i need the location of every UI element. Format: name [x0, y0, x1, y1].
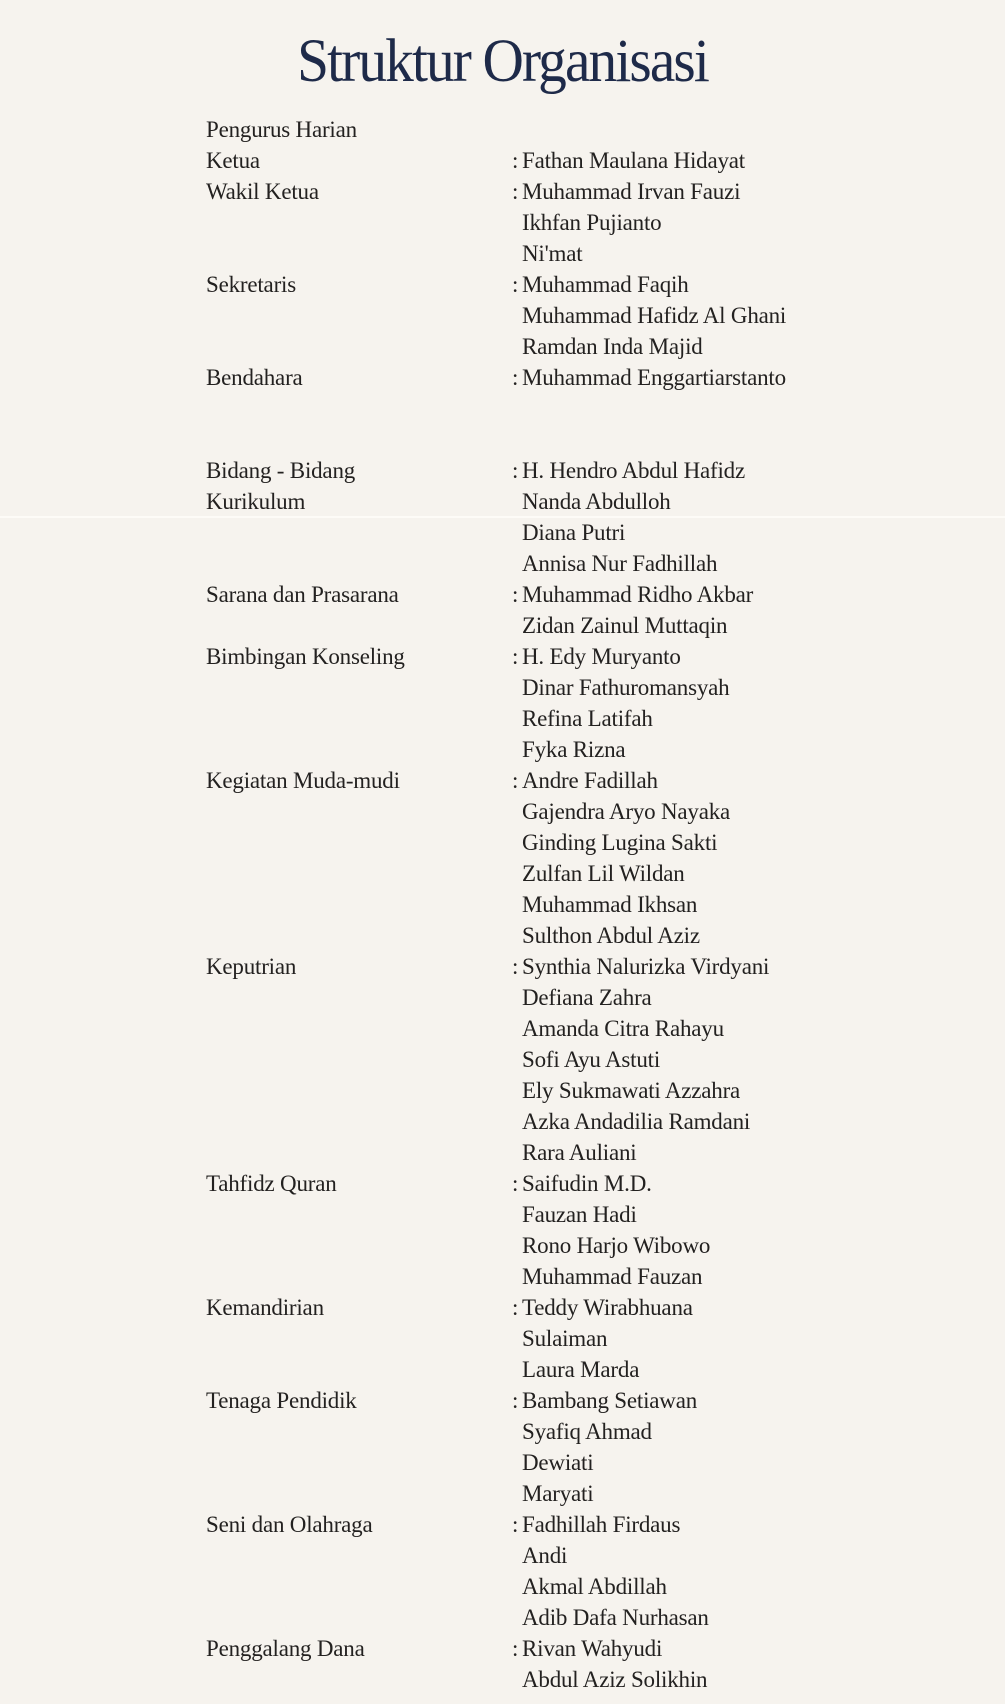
person-name: Ikhfan Pujianto [522, 210, 662, 235]
org-entry [0, 1292, 1005, 1385]
entry-label-column [206, 641, 512, 672]
entry-label: Bimbingan Konseling [206, 644, 405, 669]
colon-separator: : [512, 644, 519, 669]
entry-name [512, 1137, 1005, 1168]
org-structure-list [0, 114, 1005, 1695]
entry-name [512, 1199, 1005, 1230]
org-entry [0, 1385, 1005, 1509]
colon-separator: : [512, 179, 519, 204]
person-name: H. Edy Muryanto [522, 644, 681, 669]
org-entry [0, 1633, 1005, 1695]
entry-name [512, 1540, 1005, 1571]
entry-name-column [512, 1385, 1005, 1509]
person-name: Sulaiman [522, 1326, 608, 1351]
entry-name [512, 300, 1005, 331]
entry-name [512, 641, 1005, 672]
person-name: Muhammad Fauzan [522, 1264, 703, 1289]
entry-label: Ketua [206, 148, 260, 173]
page-title: Struktur Organisasi [297, 27, 708, 95]
entry-name-column [512, 1633, 1005, 1695]
person-name: Refina Latifah [522, 706, 653, 731]
org-group [0, 114, 1005, 393]
colon-separator: : [512, 768, 519, 793]
group-heading: Pengurus Harian [206, 117, 357, 142]
person-name: Muhammad Faqih [522, 272, 689, 297]
entry-label-column [206, 579, 512, 610]
person-name: Muhammad Ikhsan [522, 892, 698, 917]
person-name: Zulfan Lil Wildan [522, 861, 685, 886]
colon-separator: : [512, 582, 519, 607]
entry-label: Bidang - Bidang [206, 458, 356, 483]
entry-name [512, 455, 1005, 486]
person-name: Muhammad Irvan Fauzi [522, 179, 741, 204]
entry-name [512, 827, 1005, 858]
person-name: Dewiati [522, 1450, 594, 1475]
org-entry [0, 145, 1005, 176]
entry-name [512, 1044, 1005, 1075]
entry-name [512, 889, 1005, 920]
person-name: Muhammad Hafidz Al Ghani [522, 303, 787, 328]
person-name: Gajendra Aryo Nayaka [522, 799, 731, 824]
org-entry [0, 641, 1005, 765]
entry-name [512, 1075, 1005, 1106]
entry-name [512, 362, 1005, 393]
entry-label: Tahfidz Quran [206, 1171, 337, 1196]
entry-label: Keputrian [206, 954, 297, 979]
colon-separator: : [512, 148, 519, 173]
colon-separator: : [512, 272, 519, 297]
entry-name [512, 1354, 1005, 1385]
entry-name-column [512, 362, 1005, 393]
colon-separator: : [512, 1295, 519, 1320]
entry-label: Seni dan Olahraga [206, 1512, 373, 1537]
person-name: Fauzan Hadi [522, 1202, 637, 1227]
org-entry [0, 1509, 1005, 1633]
entry-label: Tenaga Pendidik [206, 1388, 357, 1413]
person-name: Abdul Aziz Solikhin [522, 1667, 708, 1692]
entry-name [512, 610, 1005, 641]
person-name: Teddy Wirabhuana [522, 1295, 693, 1320]
entry-name-column [512, 176, 1005, 269]
org-entry [0, 765, 1005, 951]
entry-name [512, 796, 1005, 827]
entry-name [512, 1509, 1005, 1540]
entry-label-column [206, 951, 512, 982]
org-entry [0, 455, 1005, 579]
entry-name [512, 672, 1005, 703]
person-name: Zidan Zainul Muttaqin [522, 613, 728, 638]
entry-name [512, 1633, 1005, 1664]
entry-name [512, 1168, 1005, 1199]
entry-name [512, 951, 1005, 982]
person-name: Maryati [522, 1481, 594, 1506]
colon-separator: : [512, 954, 519, 979]
entry-name-column [512, 145, 1005, 176]
entry-name [512, 1447, 1005, 1478]
person-name: Andre Fadillah [522, 768, 658, 793]
person-name: Andi [522, 1543, 568, 1568]
entry-label-column [206, 1633, 512, 1664]
entry-name-column [512, 579, 1005, 641]
person-name: Rara Auliani [522, 1140, 637, 1165]
entry-label-column [206, 455, 512, 517]
entry-name-column [512, 269, 1005, 362]
person-name: Dinar Fathuromansyah [522, 675, 730, 700]
person-name: Adib Dafa Nurhasan [522, 1605, 709, 1630]
entry-name-column [512, 1509, 1005, 1633]
person-name: Muhammad Ridho Akbar [522, 582, 754, 607]
entry-label-column [206, 145, 512, 176]
entry-name [512, 331, 1005, 362]
person-name: Ramdan Inda Majid [522, 334, 703, 359]
entry-name-column [512, 455, 1005, 579]
entry-name [512, 920, 1005, 951]
entry-label-column [206, 1168, 512, 1199]
person-name: Defiana Zahra [522, 985, 652, 1010]
entry-name [512, 1664, 1005, 1695]
entry-name [512, 486, 1005, 517]
person-name: Rivan Wahyudi [522, 1636, 663, 1661]
person-name: Syafiq Ahmad [522, 1419, 652, 1444]
entry-name [512, 1571, 1005, 1602]
person-name: Rono Harjo Wibowo [522, 1233, 711, 1258]
entry-label: Penggalang Dana [206, 1636, 365, 1661]
entry-name [512, 734, 1005, 765]
entry-name [512, 1478, 1005, 1509]
entry-name [512, 517, 1005, 548]
entry-name-column [512, 641, 1005, 765]
entry-name-column [512, 1292, 1005, 1385]
entry-label: Wakil Ketua [206, 179, 319, 204]
entry-name [512, 765, 1005, 796]
person-name: Annisa Nur Fadhillah [522, 551, 718, 576]
person-name: Fadhillah Firdaus [522, 1512, 681, 1537]
colon-separator: : [512, 1636, 519, 1661]
entry-name [512, 207, 1005, 238]
person-name: Fyka Rizna [522, 737, 626, 762]
entry-name [512, 1230, 1005, 1261]
org-entry [0, 1168, 1005, 1292]
entry-label-column [206, 176, 512, 207]
entry-label-column [206, 269, 512, 300]
org-entry [0, 362, 1005, 393]
colon-separator: : [512, 1512, 519, 1537]
entry-name [512, 703, 1005, 734]
entry-name [512, 238, 1005, 269]
entry-label: Sekretaris [206, 272, 296, 297]
entry-label: Kegiatan Muda-mudi [206, 768, 400, 793]
entry-name [512, 269, 1005, 300]
colon-separator: : [512, 1388, 519, 1413]
person-name: Ginding Lugina Sakti [522, 830, 718, 855]
entry-name-column [512, 765, 1005, 951]
group-spacer [0, 393, 1005, 455]
entry-name [512, 982, 1005, 1013]
person-name: Sofi Ayu Astuti [522, 1047, 661, 1072]
person-name: Laura Marda [522, 1357, 640, 1382]
person-name: Sulthon Abdul Aziz [522, 923, 700, 948]
entry-name [512, 1013, 1005, 1044]
entry-label: Kemandirian [206, 1295, 324, 1320]
org-entry [0, 176, 1005, 269]
entry-name [512, 858, 1005, 889]
entry-name [512, 1261, 1005, 1292]
org-entry [0, 269, 1005, 362]
entry-label-column [206, 362, 512, 393]
colon-separator: : [512, 458, 519, 483]
entry-name-column [512, 951, 1005, 1168]
org-group [0, 455, 1005, 1695]
entry-name [512, 1602, 1005, 1633]
person-name: Akmal Abdillah [522, 1574, 667, 1599]
person-name: Diana Putri [522, 520, 626, 545]
person-name: Synthia Nalurizka Virdyani [522, 954, 770, 979]
entry-name [512, 1323, 1005, 1354]
person-name: Saifudin M.D. [522, 1171, 652, 1196]
entry-name [512, 1385, 1005, 1416]
entry-name-column [512, 1168, 1005, 1292]
person-name: Ely Sukmawati Azzahra [522, 1078, 741, 1103]
entry-name [512, 176, 1005, 207]
person-name: Ni'mat [522, 241, 583, 266]
entry-label: Kurikulum [206, 489, 306, 514]
entry-label-column [206, 1385, 512, 1416]
entry-name [512, 579, 1005, 610]
person-name: H. Hendro Abdul Hafidz [522, 458, 745, 483]
person-name: Amanda Citra Rahayu [522, 1016, 724, 1041]
org-entry [0, 579, 1005, 641]
entry-label-column [206, 1509, 512, 1540]
entry-label: Sarana dan Prasarana [206, 582, 399, 607]
colon-separator: : [512, 1171, 519, 1196]
colon-separator: : [512, 365, 519, 390]
entry-label-column [206, 1292, 512, 1323]
entry-label: Bendahara [206, 365, 303, 390]
person-name: Azka Andadilia Ramdani [522, 1109, 751, 1134]
entry-label-column [206, 765, 512, 796]
entry-name [512, 1416, 1005, 1447]
person-name: Nanda Abdulloh [522, 489, 671, 514]
entry-name [512, 1292, 1005, 1323]
person-name: Muhammad Enggartiarstanto [522, 365, 786, 390]
entry-name [512, 145, 1005, 176]
entry-name [512, 1106, 1005, 1137]
person-name: Fathan Maulana Hidayat [522, 148, 745, 173]
entry-name [512, 548, 1005, 579]
org-entry [0, 951, 1005, 1168]
person-name: Bambang Setiawan [522, 1388, 698, 1413]
